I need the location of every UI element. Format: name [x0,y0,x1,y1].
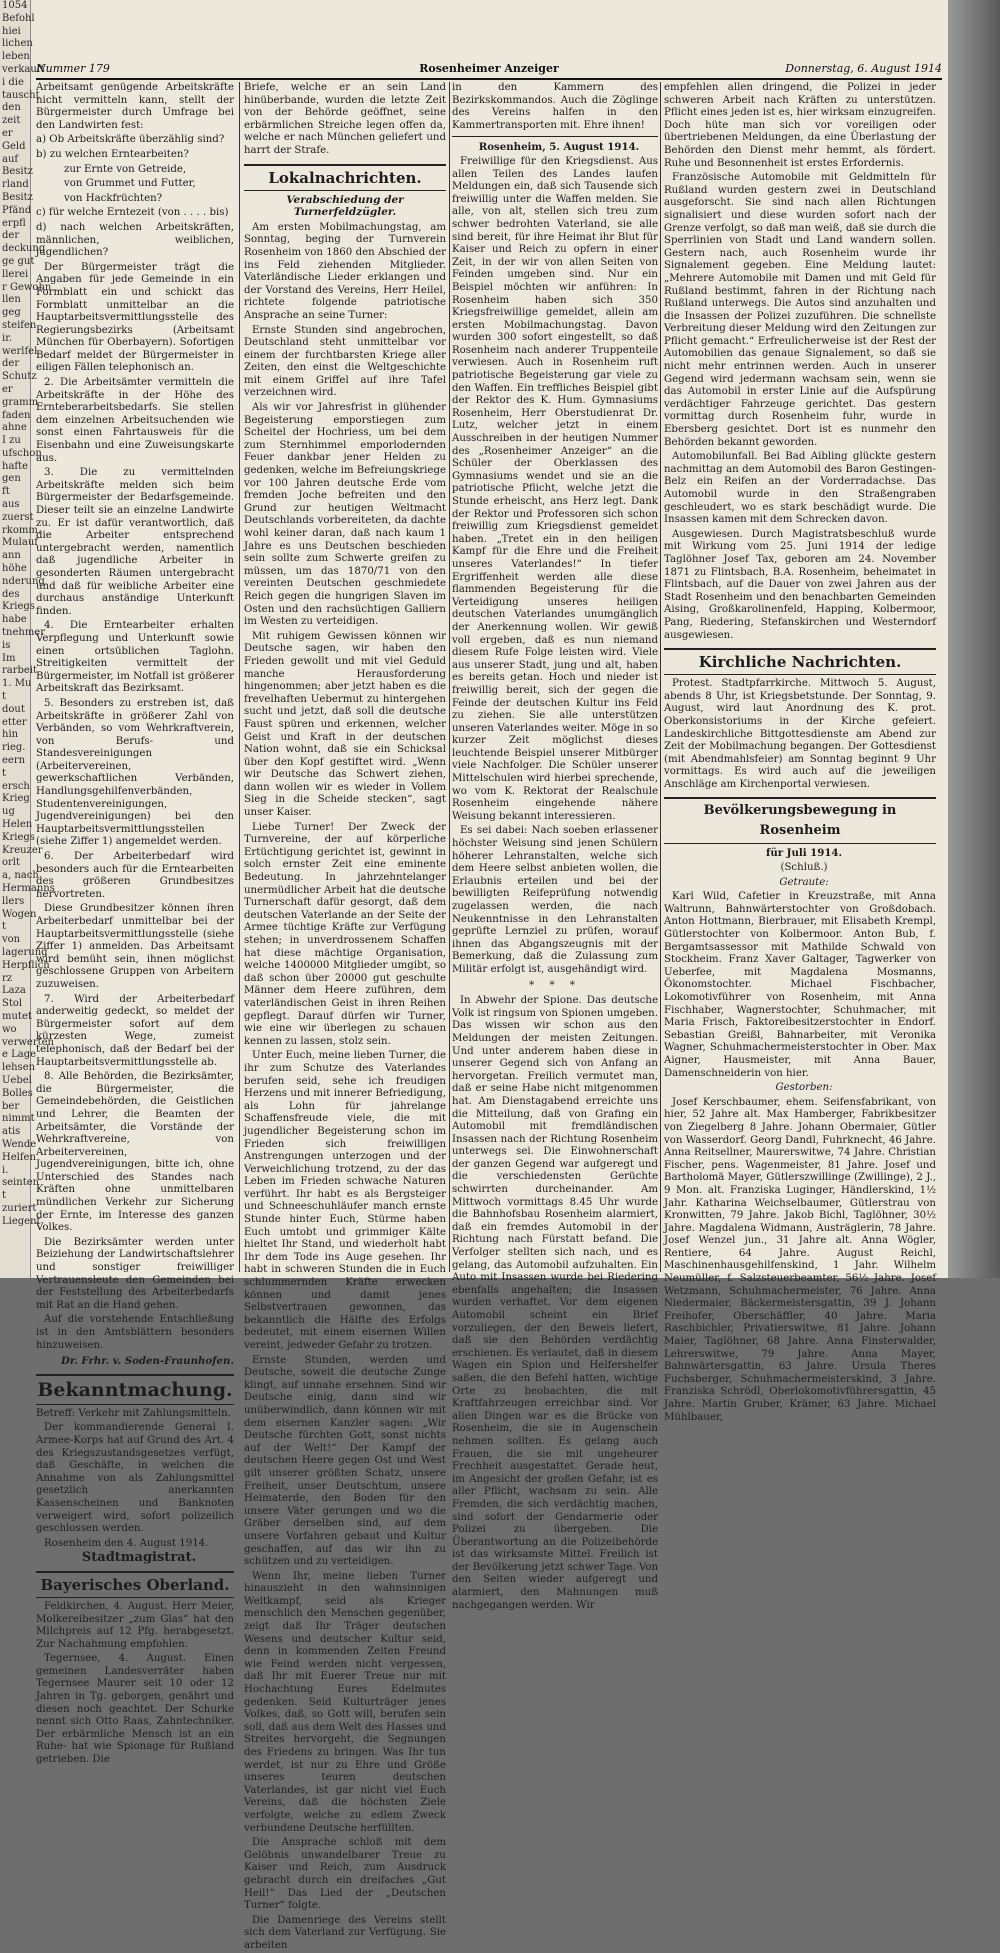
margin-fragment: seinten [2,1177,40,1189]
margin-fragment: is [2,639,11,651]
margin-fragment: gen [2,473,21,485]
col3-paragraph: Es sei dabei: Nach soeben erlassener höchster Weisung sind jenen Schülern höherer Lehranstalten, welche sich dem Heere selbst anbieten wollen, die Erlaubnis erteilen und bei der bewilligten Reifeprüfung notwendig zugelassen werden, die nach Neukenntnisse in den Lehranstalten geprüfte Lernziel zu prüfen, worauf ihnen das Abgangszeugnis mit der Bemerkung, daß die Zulassung zum Militär erfolgt ist, ausgehändigt wird. [452,825,658,975]
oberland-paragraph: Feldkirchen, 4. August. Herr Meier, Molkereibesitzer „zum Glas“ hat den Milchpreis auf 12 Pfg. herabgesetzt. Zur Nachahmung empfohlen. [36,1600,234,1650]
column-rule [449,82,450,1272]
population-headline: Bevölkerungsbewegung in Rosenheim [664,797,936,844]
margin-fragment: Laza [2,985,26,997]
margin-fragment: Helen [2,819,33,830]
margin-fragment: lehsen [2,1062,36,1074]
issue-number: Nummer 179 [36,62,110,75]
margin-fragment: gramm [2,396,39,408]
margin-fragment: Mulauf [2,537,38,549]
margin-fragment: steifen [2,319,37,331]
margin-fragment: rieg. [2,742,26,754]
margin-fragment: auf [2,153,19,165]
margin-fragment: llerei [2,268,29,280]
col2-paragraph: Ernste Stunden, werden und Deutsche, soweit die deutsche Zunge klingt, auf unnahe ersehnen. Sind wir Deutsche einig, dann sind wir unüberwindlich, dann können wir mit dem eisernen Kanzler sagen: „Wir Deutsche fürchten Gott, sonst nichts auf der Welt!“ Der Kampf der deutschen Heere gegen Ost und West gilt unserer größten Schatz, unsere Freiheit, unser Deutschtum, unsere Heimaterde, den Boden für den unsere Väter gerungen und wo die Gräber derselben sind, auf dem unsere Vorfahren gebaut und Kultur geschaffen, auf das wir ihn zu schützen und zu verteidigen. [244,1354,446,1568]
margin-fragment: ir. [2,332,13,344]
margin-fragment: r Gewohn [2,281,52,293]
margin-fragment: Helfen [2,1151,36,1163]
notice-date: Rosenheim den 4. August 1914. [44,1537,209,1549]
question-b: b) zu welchen Erntearbeiten? [36,148,189,160]
question-b1: zur Ernte von Getreide, [64,163,187,175]
margin-fragment: werlfel [2,345,38,357]
col1-paragraph: 5. Besonders zu erstreben ist, daß Arbeitskräfte in größerer Zahl von Verbänden, so vom Wehrkraftverein, von Berufs- und Standesvereinigungen (Arbeitervereinen, gewerkschaftlichen Verbänden, Handlungsgehilfenverbänden, Studentenvereinigungen, Jugendvereinigungen) bei den Hauptarbeitsvermittlungsstellen (siehe Ziffer 1) angemeldet werden. [36,697,234,848]
margin-fragment: habe [2,614,27,626]
deceased-label: Gestorben: [775,1082,833,1094]
masthead: Rosenheimer Anzeiger [419,62,559,75]
col1-paragraph: Die Bezirksämter werden unter Beiziehung der Landwirtschaftslehrer und sonstiger freiwilliger Vertrauensleute den Gemeinden bei der Feststellung des Arbeiterbedarfs mit Rat an die Hand gehen. [36,1236,234,1311]
margin-fragment: Hermanns [2,882,55,894]
column-2 [244,82,446,1951]
margin-fragment: Kriegs [2,831,35,843]
col2-paragraph: Als wir vor Jahresfrist in glühender Begeisterung emporstiegen zum Scheitel der Hochriess, um bei dem zum Sternhimmel emporlodernden Feuer dankbar jener Helden zu gedenken, welche im Befreiungskriege vor 100 Jahren deutsche Erde vom fremden Joche befreiten und den Grund zur heutigen Weltmacht Deutschlands vorbereiteten, da dachte wohl keiner daran, daß nach kaum 1 Jahre es uns Deutschen beschieden sein sollte zum Schwerte greifen zu müssen, um das 1870/71 von den vereinten Deutschen geschmiedete Reich gegen die hungrigen Slaven im Osten und den rachsüchtigen Galliern im Westen zu verteidigen. [244,402,446,628]
margin-fragment: nimmt [2,1113,35,1125]
margin-fragment: der [2,230,20,242]
notice-subject: Betreff: Verkehr mit Zahlungsmitteln. [36,1407,231,1419]
question-b3: von Hackfrüchten? [64,192,163,204]
margin-fragment: ug [2,806,15,818]
column-1 [36,82,234,1766]
col2-paragraph: Die Damenriege des Vereins stellt sich dem Vaterland zur Verfügung. Sie arbeiten [244,1914,446,1951]
margin-fragment: e Lage [2,1049,37,1061]
church-news-paragraph: Protest. Stadtpfarrkirche. Mittwoch 5. August, abends 8 Uhr, ist Kriegsbetstunde. Der Sonntag, 9. August, wird laut Anordnung des K. prot. Oberkonsistoriums in der Kirche gefeiert. Landeskirchliche Bittgottesdienste am Abend zur Zeit der Mobilmachung begangen. Der Gottesdienst (mit Abendmahlsfeier) am Sonntag beginnt 9 Uhr vormittags. Es wird auch auf die jeweiligen Anschläge am Kirchenportal verwiesen. [664,678,936,790]
margin-fragment: t [2,767,7,779]
margin-fragment: orlt [2,857,21,869]
col4-paragraph: Französische Automobile mit Geldmitteln für Rußland wurden gestern zwei in Deutschland ausgeforscht. Sie sind nach allen Richtungen signalisiert und diese wurden sofort nach der Grenze verfolgt, so daß man weiß, daß sie durch die Sperrlinien von Stadt und Land wandern sollen. Gestern nach, auch Rosenheim wurde ihr Signalement gegeben. Eine Meldung lautet: „Mehrere Automobile mit Damen und mit Geld für Rußland bestimmt, fahren in der Richtung nach Rußland unterwegs. Die Autos sind anzuhalten und die Insassen der Polizei zuzuführen. Die schnellste Verbreitung dieser Meldung wird den Zeitungen zur Pflicht gemacht.“ Erfreulicherweise ist der Rest der Automobilien das genaue Signalement, so daß sie nicht mehr entrinnen werden. Auch in unserer Gegend wird jedermann wachsam sein, wenn sie das Automobil in erster Linie auf die Aufspürung verdächtiger Fahrzeuge gerichtet. Das gestern vormittag durch Rosenheim fuhr, wurde in Ebersberg gesichtet. Dort ist es nunmehr den Behörden bekannt geworden. [664,172,936,448]
margin-fragment: I zu [2,435,21,447]
margin-fragment: den [2,102,21,114]
margin-fragment: ufschon [2,447,42,459]
margin-fragment: der [2,358,20,370]
margin-fragment: Besitz [2,166,33,178]
margin-fragment: wo [2,1023,17,1035]
col1-paragraph: 2. Die Arbeitsämter vermitteln die Arbeitskräfte in der Höhe des Ernteberarbeitsbedarfs. Sie stellen dem einzelnen Arbeitsuchenden wie sonst einen Fahrtausweis für die Eisenbahn und eine Zuweisungskarte aus. [36,377,234,464]
question-c: c) für welche Erntezeit (von . . . . bis) [36,207,229,219]
margin-fragment: ersch [2,780,30,792]
margin-fragment: i. [2,1164,9,1176]
margin-fragment: i die [2,76,24,88]
margin-fragment: hafte [2,460,29,472]
notice-headline: Bekanntmachung. [36,1374,234,1405]
dateline: Rosenheim, 5. August 1914. [478,141,640,154]
margin-fragment: Wogen [2,908,37,920]
margin-fragment: nderung [2,575,45,587]
margin-fragment: faden [2,409,31,421]
margin-fragment: tnehmer [2,627,45,639]
issue-date: Donnerstag, 6. August 1914 [785,62,942,75]
col1-paragraph: 6. Der Arbeiterbedarf wird besonders auch für die Erntearbeiten des größeren Grundbesitzes hervortreten. [36,851,234,900]
married-list: Karl Wild, Cafetier in Kreuzstraße, mit Anna Waltrunn, Bahnwärterstochter von Großdobach. Anton Hottmann, Bierbrauer, mit Elisabeth Krempl, Gütlerstochter von Kolbermoor. Anton Bub, f. Bergamtsassessor mit Mathilde Schwald von Stockheim. Franz Xaver Galtager, Tagwerker von Ueberfee, mit Magdalena Mosmanns, Ökonomstochter. Michael Fischbacher, Lokomotivführer von Rosenheim, mit Anna Fischhaber, Wagnerstochter, Schuhmacher, mit Maria Frisch, Faktoreibesitzerstochter in Endorf. Sebastian Greißl, Bahnarbeiter, mit Veronika Wagner, Schuhmachermeisterstochter in Ober. Max Aigner, Hausmeister, mit Anna Bauer, Damenschneiderin von hier. [664,891,936,1079]
margin-fragment: tauscht [2,89,40,101]
column-rule [660,82,661,1272]
margin-fragment: er [2,127,13,139]
question-a: a) Ob Arbeitskräfte überzählig sind? [36,134,225,146]
population-subheadline: für Juli 1914. [765,847,843,860]
oberland-paragraph: Tegernsee, 4. August. Einen gemeinen Landesverräter haben Tegernsee Maurer seit 10 oder 12 Jahren in Tg. geborgen, genährt und diesen noch geachtet. Der Schurke nennt sich Otto Raas, Zahntechniker. Der erbärmliche Mensch ist an ein Ruhe- hat wie Spionage für Rußland getrieben. Die [36,1653,234,1766]
margin-fragment: Kreuzer [2,844,43,856]
margin-fragment: t [2,1190,7,1202]
margin-fragment: geg [2,307,21,319]
col1-paragraph: Der Bürgermeister trägt die Angaben für jede Gemeinde in ein Formblatt ein und schickt das Formblatt unmittelbar an die Hauptarbeitsvermittlungsstelle des Regierungsbezirks (Arbeitsamt München für Oberbayern). Sofortigen Bedarf meldet der Bürgermeister in eiligen Fällen telephonisch an. [36,261,234,374]
notice-signature: Stadtmagistrat. [81,1550,197,1566]
col2-paragraph: Die Ansprache schloß mit dem Gelöbnis unwandelbarer Treue zu Kaiser und Reich, zum Ausdruck gebracht durch ein dreifaches „Gut Heil!“ Das Lied der „Deutschen Turner“ folgte. [244,1837,446,1912]
margin-fragment: verwerten [2,1036,54,1048]
col2-paragraph: Unter Euch, meine lieben Turner, die ihr zum Schutze des Vaterlandes berufen seid, sehe ich freudigen Herzens und mit innerer Befriedigung, als Lohn für jahrelange Schaffensfreude viele, die mit jugendlicher Begeisterung schon im Frieden sich freiwilligen Anstrengungen unterzogen und der Verweichlichung trotzend, zu der das Leben im Frieden schwache Naturen verführt. Ihr habt es als Bergsteiger und Schneeschuhläufer manch ernste Stunde hinter Euch, Stürme haben Euch umtobt und grimmiger Kälte hieltet Ihr Stand, und wiederholt habt Ihr dem Tode ins Auge gesehen. Ihr habt in schweren Stunden die in Euch schlummernden Kräfte erwecken können und damit jenes Selbstvertrauen gewonnen, das bekanntlich die Hälfte des Erfolgs bedeutet, mit einem eisernen Willen vereint, jedweder Gefahr zu trotzen. [244,1050,446,1351]
question-b2: von Grummet und Futter, [64,178,196,190]
margin-fragment: ber [2,1100,20,1112]
margin-fragment: ft [2,486,10,498]
margin-fragment: Pfänd [2,204,32,216]
margin-fragment: lagerung [2,946,48,958]
margin-fragment: höhe [2,563,27,575]
margin-fragment: hiei [2,25,21,37]
col1-intro: Arbeitsamt genügende Arbeitskräfte nicht vermitteln kann, stellt der Bürgermeister durch Umfrage bei den Landwirten fest: [36,82,234,131]
notice-body: Der kommandierende General I. Armee-Korps hat auf Grund des Art. 4 des Kriegszustandsgesetzes verfügt, daß Geschäfte, in welchen die Annahme von als Zahlungsmittel gesetzlich anerkannten Kassenscheinen und Banknoten verweigert wird, sofort polizeilich geschlossen werden. [36,1422,234,1535]
local-news-subheadline: Verabschiedung der Turnerfeldzügler. [286,193,404,219]
margin-fragment: t [2,921,7,933]
margin-fragment: rland [2,179,29,191]
margin-fragment: zuriert [2,1202,37,1214]
margin-fragment: llen [2,294,21,306]
col2-paragraph: Mit ruhigem Gewissen können wir Deutsche sagen, wir haben den Frieden gewollt und mit viel Geduld manche Herausforderung hingenommen; aber jetzt haben es die frevelhaften Uebermut zu hintergehen sucht und jetzt, daß soll die deutsche Faust spüren und erkennen, welcher Geist und Kraft in der deutschen Nation wohnt, daß sie ein Schicksal über den Kopf gestiftet wird. „Wenn wir Deutsche das Schwert ziehen, dann wollen wir es wieder in Vollem Sieg in die Scheide stecken“, sagt unser Kaiser. [244,630,446,819]
margin-fragment: des [2,588,20,600]
population-continuation: (Schluß.) [780,862,828,874]
margin-fragment: verkauft [2,63,45,75]
col3-paragraph: Freiwillige für den Kriegsdienst. Aus allen Teilen des Landes laufen Meldungen ein, daß sich Tausende sich freiwillig unter die Waffen melden. Sie alle, von alt, stellen sich treu zum schwer bedrohten Vaterland, sie alle sind bereit, für ihre Heimat ihr Blut für Kaiser und Reich zu opfern in einer Zeit, in der wir von allen Seiten von Feinden umgeben sind. Nur ein Beispiel möchten wir anführen: In Rosenheim haben sich 350 Kriegsfreiwillige gemeldet, allein am ersten Mobilmachungstag. Davon wurden 300 sofort eingestellt, so daß Rosenheim nach anderer Truppenteile verwiesen. Auch in Rosenheim ruft patriotische Begeisterung gar viele zu den Waffen. Ein treffliches Beispiel gibt der Rektor des K. Hum. Gymnasiums Rosenheim, Herr Oberstudienrat Dr. Lutz, welcher jetzt in einem Ausschreiben in der heutigen Nummer des „Rosenheimer Anzeiger“ an die Schüler der Oberklassen des Gymnasiums wendet und sie an die patriotische Pflicht, welche jetzt die Stunde erheischt, ans Herz legt. Dank der Rektor und Professoren sich schon freiwillig zum Kriegsdienst gemeldet haben. „Tretet ein in den heiligen Kampf für die Ehre und die Freiheit unseres Vaterlandes!“ In tiefer Ergriffenheit werden alle diese flammenden Begeisterung für die Verteidigung unseres heiligen deutschen Vaterlandes unumgänglich der Anerkennung wollen. Wir gewiß voll ergeben, daß es nun niemand diesem Rufe Folge leisten wird. Viele aus unserer Stadt, jung und alt, haben es bereits getan. Hoch und nieder ist freiwillig bereit, sich der gegen die Feinde der deutschen Kultur ins Feld zu ziehen. Sie alle unterstützen unseren Vaterlandes weiter. Möge in so kurzer Zeit möglichst dieses leuchtende Beispiel unserer Mitbürger viele Nachfolger. Die Schüler unserer Mittelschulen wird hierbei sprechende, wo vom K. Rektorat der Realschule Rosenheim eingehende nähere Weisung bekannt interessieren. [452,155,658,822]
margin-fragment: Uebel [2,1074,32,1086]
margin-fragment: lichen [2,38,33,50]
margin-fragment: rarbeit [2,665,38,677]
margin-fragment: rz [2,972,13,984]
margin-fragment: er [2,383,13,395]
col4-intro: empfehlen allen dringend, die Polizei in jeder schweren Arbeit nach Kräften zu unterstützen. Pflicht eines jeden ist es, hier wirksam einzugreifen. Doch hüte man sich vor voreiligen oder übertriebenen Meldungen, da eine Überlastung der Behörden den Dienst mehr hemmt, als fördert. Ruhe und Besonnenheit ist erstes Erfordernis. [664,82,936,169]
margin-fragment: erpfl [2,217,26,229]
margin-fragment: atis [2,1126,21,1138]
margin-fragment: Liegent [2,1215,41,1227]
col2-intro: Briefe, welche er an sein Land hinüberbande, wurden die letzte Zeit von der Behörde geöffnet, seine erbärmlichen Streiche legen offen da, welche er nach München geliefert und harrt der Strafe. [244,82,446,156]
margin-fragment: rkomm. [2,524,42,536]
margin-fragment: ge gut [2,255,35,267]
col2-paragraph: Am ersten Mobilmachungstag, am Sonntag, beging der Turnverein Rosenheim von 1860 den Abschied der ins Feld ziehenden Mitglieder. Vaterländische Lieder erklangen und der Vorstand des Vereins, Herr Heilel, richtete folgende patriotische Ansprache an seine Turner: [244,221,446,321]
col2-paragraph: Wenn Ihr, meine lieben Turner hinauszieht in den wahnsinnigen Weltkampf, seid als Krieger menschlich den Menschen gegenüber, zeigt daß Ihr Träger deutschen Wesens und deutscher Kultur seid, denn in kommenden Zeiten Freund wie Feind werden nicht vergessen, daß Ihr mit Euerer Treue nur mit Hochachtung Eures Edelmutes gedenken. Seid Kulturträger jenes Volkes, daß, so Gott will, berufen sein soll, daß aus dem Welt des Hasses und Streites hervorgeht, die Segnungen des Friedens zu bringen. Was Ihr tun werdet, ist nur zu Ehre und Größe unseres teuren deutschen Vaterlandes, ist gar nicht viel Euch Vereins, daß die höchsten Ziele verfolgte, welche zu edlem Zweck verbundene Deutsche herfüllten. [244,1570,446,1834]
margin-fragment: Wende [2,1138,37,1150]
col1-paragraph: 3. Die zu vermittelnden Arbeitskräfte melden sich beim Bürgermeister der Bedarfsgemeinde. Dieser teilt sie an einzelne Landwirte zu. Er ist dafür verantwortlich, daß die Arbeiter entsprechend untergebracht werden, namentlich daß jugendliche Arbeiter in gesonderten Räumen untergebracht und daß für weibliche Arbeiter eine durchaus anständige Unterkunft finden. [36,467,234,617]
margin-fragment: eern [2,755,26,767]
margin-fragment: Geld [2,140,26,152]
margin-fragment: t [2,691,7,703]
margin-fragment: Befohl [2,12,35,24]
col4-paragraph: Automobilunfall. Bei Bad Aibling glückte gestern nachmittag an dem Automobil des Baron Gestingen-Belz ein Reifen an der Vorderradachse. Das Automobil wurde in den Straßengraben geschleudert, wo es stark beschädigt wurde. Die Insassen kamen mit dem Schrecken davon. [664,451,936,526]
margin-fragment: deckung [2,243,46,255]
header-rule [36,78,942,80]
margin-fragment: llers [2,895,25,907]
margin-fragment: a, nach [2,870,39,882]
margin-fragment: 1054 [2,0,28,11]
church-news-headline: Kirchliche Nachrichten. [664,648,936,675]
margin-fragment: Im [2,652,16,664]
margin-fragment: zuerst [2,511,34,523]
margin-fragment: 1. Mu [2,678,32,690]
col3-paragraph: In Abwehr der Spione. Das deutsche Volk ist ringsum von Spionen umgeben. Das wissen wir schon aus den Meldungen der meisten Zeitungen. Und unter anderem haben diese in unserer Gegend sich von Anfang an hervorgetan. Freilich vermutet man, daß er seine Habe nicht mitgenommen hat. Am Dienstagabend erreichte uns die Mitteilung, daß von Grafing ein Automobil mit fremdländischen Insassen nach der Richtung Rosenheim unterwegs sei. Die Einwohnerschaft der ganzen Gegend war aufgeregt und die verschiedensten Gerüchte schwirrten durcheinander. Am Mittwoch vormittags 8.45 Uhr wurde die Bahnhofsbau Rosenheim alarmiert, daß ein fremdes Automobil in der Richtung nach Fürstatt befand. Die Verfolger stellten sich nach, und es gelang, das Automobil aufzuhalten. Ein Auto mit Insassen wurde bei Riedering ebenfalls angehalten; die Insassen wurden verhaftet. Vor dem eigenen Automobil scheint ein Brief vorzuliegen, der den Beweis liefert, daß sie den Behörden verdächtig erschienen. Es verlautet, daß in diesem Wagen ein Spion und Helfershelfer saßen, die den Befehl hatten, wichtige Orte zu beobachten, die mit Kraftfahrzeugen erreichbar sind. Vor allen Dingen war es die Brücke von Rosenheim, die sie in Augenschein nehmen sollten. Es gelang auch Frauen, die sie mit ungeheurer Frechheit ausgestattet. Gerade heut, im Angesicht der großen Gefahr, ist es aller Pflicht, wachsam zu sein. Alle Fremden, die sich verdächtig machen, sind sofort der Gendarmerie oder Polizei zu übergeben. Die Überantwortung an die Polizeibehörde ist das wirksamste Mittel. Freilich ist der Bevölkerung jetzt schwer Tage. Von den Seiten wieder aufgeregt und alarmiert, den Mahnungen muß nachgegangen werden. Wir [452,995,658,1611]
page-gutter-shadow [948,0,1000,1278]
col1-paragraph: 4. Die Erntearbeiter erhalten Verpflegung und Unterkunft sowie einen ortsüblichen Taglohn. Streitigkeiten vermittelt der Bürgermeister, im Notfall ist größerer Arbeitskraft das Bezirksamt. [36,620,234,695]
col2-paragraph: Ernste Stunden sind angebrochen, Deutschland steht unmittelbar vor einem der furchtbarsten Kriege aller Zeiten, den einst die Weltgeschichte mit einem Griffel auf ihre Tafel verzeichnen wird. [244,324,446,399]
col1-paragraph: 8. Alle Behörden, die Bezirksämter, die Bürgermeister, die Gemeindebehörden, die Geistlichen und Lehrer, die Beamten der Arbeitsämter, die Vorstände der Wehrkraftvereine, von Arbeitervereinen, Jugendvereinigungen, bitte ich, ohne Unterschied des Standes nach Kräften ohne unmittelbaren mündlichen Verkehr zur Sicherung der Ernte, im Interesse des ganzen Volkes. [36,1071,234,1234]
margin-fragment: Krieg [2,793,30,805]
question-d: d) nach welchen Arbeitskräften, männlichen, weiblichen, jugendlichen? [36,221,234,259]
left-margin-fragment-column [0,0,55,1278]
margin-fragment: Bolles [2,1087,33,1099]
margin-fragment: mutet [2,1010,32,1022]
margin-fragment: hin [2,729,19,741]
margin-fragment: leben [2,51,30,63]
oberland-headline: Bayerisches Oberland. [36,1571,234,1598]
margin-fragment: Herpflich [2,959,50,971]
margin-fragment: Besitz [2,191,33,203]
margin-fragment: dout [2,703,25,715]
col3-intro: in den Kammern des Bezirkskommandos. Auch die Zöglinge des Vereins halfen in den Kammertransporten mit. Ehre ihnen! [452,82,658,131]
deceased-list: Josef Kerschbaumer, ehem. Seifensfabrikant, von hier, 52 Jahre alt. Max Hamberger, Fabrikbesitzer von Ziegelberg 8 Jahre. Johann Obermaier, Gütler von Wasserdorf. Georg Dandl, Fuhrknecht, 46 Jahre. Anna Reitsellner, Maurerswitwe, 74 Jahre. Christian Fischer, pens. Wagenmeister, 81 Jahre. Josef und Bartholomä Mayer, Gütlerszwillinge (Zwillinge), 2 J., 9 Mon. alt. Franziska Luginger, Händlerskind, 1½ Jahr. Katharina Weichselbaumer, Gütlerstrau von Kronwitten, 79 Jahre. Jakob Bichl, Taglöhner, 30½ Jahre. Magdalena Widmann, Austräglerin, 78 Jahre. Josef Wenzel jun., 31 Jahre alt. Anna Wögler, Rentiere, 64 Jahre. August Reichl, Maschinenhausgehilfenskind, 1 Jahr. Wilhelm Neumüller, f. Salzsteuerbeamter, 56½ Jahre. Josef Wetzmann, Schuhmachermeister, 76 Jahre. Anna Niedermaier, Bäckermeistersgattin, 39 J. Johann Freihofer, Oberschäffler, 40 Jahre. Maria Raschbichler, Privatierswitwe, 81 Jahre. Johann Maier, Taglöhner, 68 Jahre. Anna Finsterwalder, Lehrerswitwe, 79 Jahre. Anna Mayer, Bahnwärtersgattin, 63 Jahre. Ursula Theres Fuchsberger, Schuhmachermeisterskind, 3 Jahre. Franziska Schrödl, Oberlokomotivführersgattin, 45 Jahre. Martin Gruber, Krämer, 63 Jahre. Michael Mühlbauer, [664,1096,936,1423]
margin-fragment: ahne [2,422,27,434]
margin-fragment: etter [2,716,27,728]
local-news-headline: Lokalnachrichten. [244,164,446,191]
margin-fragment: zeit [2,115,21,127]
col1-paragraph: Auf die vorstehende Entschließung ist in den Amtsblättern besonders hinzuweisen. [36,1314,234,1351]
column-rule [239,82,240,1272]
margin-fragment: Kriegs [2,601,35,613]
column-4 [664,82,936,1423]
margin-fragment: Stol [2,998,23,1010]
margin-fragment: ann [2,550,21,562]
margin-fragment: aus [2,499,20,511]
signature: Dr. Frhr. v. Soden-Fraunhofen. [61,1355,234,1368]
married-label: Getraute: [779,876,829,888]
page-header [36,58,942,80]
col1-paragraph: Diese Grundbesitzer können ihren Arbeiterbedarf unmittelbar bei der Hauptarbeitsvermittlungsstelle (siehe Ziffer 1) anmelden. Das Arbeitsamt wird bemüht sein, ihnen möglichst geschlossene Gruppen von Arbeitern zuzuweisen. [36,903,234,990]
col4-paragraph: Ausgewiesen. Durch Magistratsbeschluß wurde mit Wirkung vom 25. Juni 1914 der ledige Taglöhner Josef Tax, geboren am 24. November 1871 zu Flintsbach, B.A. Rosenheim, beheimatet in Flintsbach, auf die Dauer von zwei Jahren aus der Stadt Rosenheim und den benachbarten Gemeinden Aising, Großkarolinenfeld, Happing, Kolbermoor, Pang, Riedering, Stefanskirchen und Westerndorf ausgewiesen. [664,528,936,641]
col2-paragraph: Liebe Turner! Der Zweck der Turnvereine, der auf körperliche Ertüchtigung gerichtet ist, gewinnt in solch ernster Zeit eine eminente Bedeutung. In jahrzehntelanger unermüdlicher Arbeit hat die deutsche Turnerschaft dafür gesorgt, daß dem deutschen Vaterlande an der Seite der Armee tüchtige Kräfte zur Verfügung stehen; in unverdrossenem Schaffen hat diese mächtige Organisation, welche 1400000 Mitglieder umgibt, so daß schon über 20000 gut geschulte Männer dem Heere zuführen, dem vaterländischen Geist in ihren Reihen gepflegt. Darauf dürfen wir Turner, wie eine wir überlegen zu schauen kennen zu lassen, stolz sein. [244,821,446,1047]
margin-fragment: von [2,934,21,946]
column-3 [452,82,658,1611]
col1-paragraph: 7. Wird der Arbeiterbedarf anderweitig gedeckt, so meldet der Bürgermeister sofort auf dem kürzesten Wege, zumeist telephonisch, daß der Bedarf bei der Hauptarbeitsvermittlungsstelle ab. [36,993,234,1068]
margin-fragment: Schutz [2,371,37,383]
section-divider: * * * [529,979,581,991]
